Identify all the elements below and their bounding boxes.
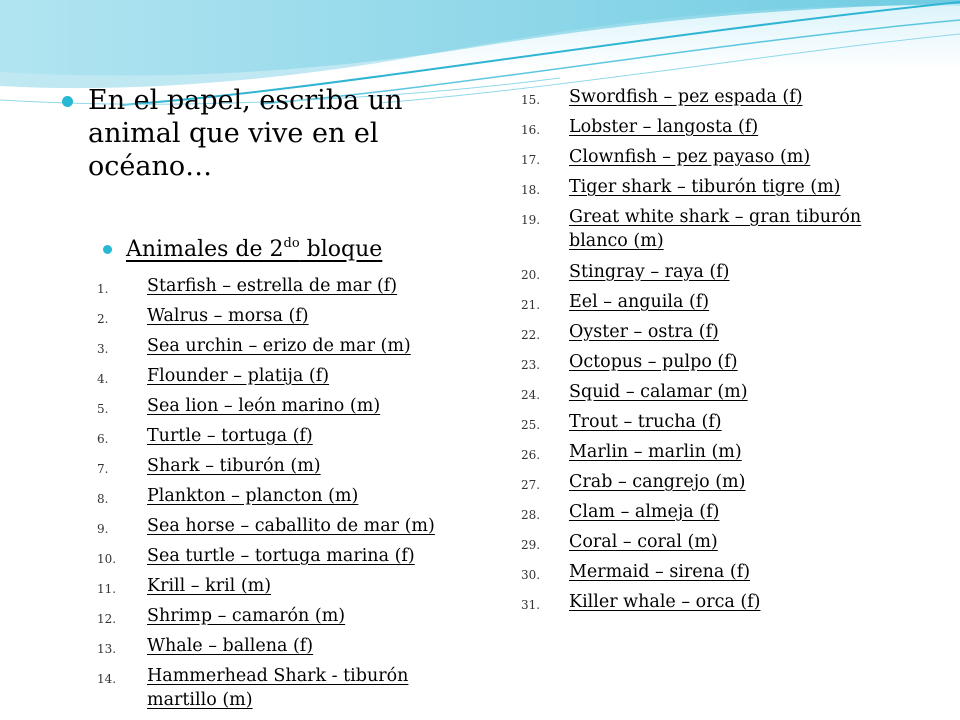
item-number: 4.: [97, 372, 109, 386]
item-number: 12.: [97, 612, 117, 626]
item-text: Octopus – pulpo (f): [569, 352, 738, 372]
item-text: Stingray – raya (f): [569, 262, 730, 282]
main-heading: En el papel, escriba un animal que vive en el océano…: [88, 85, 403, 182]
item-number: 15.: [521, 93, 541, 107]
item-text: Shark – tiburón (m): [147, 456, 321, 476]
item-number: 31.: [521, 598, 541, 612]
item-number: 5.: [97, 402, 109, 416]
list-item: [521, 350, 738, 380]
item-text: Sea urchin – erizo de mar (m): [147, 336, 411, 356]
list-item: [97, 634, 314, 664]
item-text: Trout – trucha (f): [569, 412, 722, 432]
item-text: Swordfish – pez espada (f): [569, 87, 803, 107]
item-text: Crab – cangrejo (m): [569, 472, 746, 492]
item-text: Oyster – ostra (f): [569, 322, 719, 342]
item-text: Hammerhead Shark - tiburón martillo (m): [147, 666, 409, 710]
subheading-text-after: bloque: [299, 237, 383, 262]
list-item: [521, 205, 862, 260]
item-number: 16.: [521, 123, 541, 137]
item-number: 25.: [521, 418, 541, 432]
item-number: 19.: [521, 213, 541, 227]
item-number: 3.: [97, 342, 109, 356]
list-item: [521, 410, 722, 440]
subheading: [126, 236, 382, 264]
list-item: [97, 454, 321, 484]
item-number: 17.: [521, 153, 541, 167]
subheading-text: Animales de 2: [126, 237, 284, 262]
item-text: Sea lion – león marino (m): [147, 396, 381, 416]
item-text: Sea turtle – tortuga marina (f): [147, 546, 415, 566]
item-text: Turtle – tortuga (f): [147, 426, 313, 446]
item-text: Marlin – marlin (m): [569, 442, 742, 462]
item-text: Mermaid – sirena (f): [569, 562, 751, 582]
item-text: Coral – coral (m): [569, 532, 718, 552]
list-item: [97, 574, 272, 604]
item-text: Krill – kril (m): [147, 576, 272, 596]
list-item: [97, 664, 409, 719]
item-text: Flounder – platija (f): [147, 366, 330, 386]
list-item: [97, 304, 309, 334]
item-number: 14.: [97, 672, 117, 686]
item-number: 1.: [97, 282, 109, 296]
item-text: Great white shark – gran tiburón blanco (m): [569, 207, 862, 251]
list-item: [97, 544, 415, 574]
item-text: Killer whale – orca (f): [569, 592, 761, 612]
item-number: 24.: [521, 388, 541, 402]
list-item: [521, 85, 803, 115]
heading-bullet-dot: [62, 96, 73, 107]
item-number: 23.: [521, 358, 541, 372]
item-text: Sea horse – caballito de mar (m): [147, 516, 435, 536]
subheading-bullet-dot: [103, 245, 112, 254]
list-item: [97, 514, 435, 544]
item-text: Plankton – plancton (m): [147, 486, 359, 506]
item-text: Clownfish – pez payaso (m): [569, 147, 811, 167]
item-text: Lobster – langosta (f): [569, 117, 759, 137]
list-item: [521, 470, 746, 500]
list-item: [521, 560, 751, 590]
list-item: [521, 500, 720, 530]
item-text: Eel – anguila (f): [569, 292, 710, 312]
item-number: 18.: [521, 183, 541, 197]
list-item: [521, 380, 748, 410]
item-number: 22.: [521, 328, 541, 342]
item-number: 10.: [97, 552, 117, 566]
list-item: [97, 274, 398, 304]
list-item: [97, 424, 313, 454]
item-number: 26.: [521, 448, 541, 462]
item-number: 20.: [521, 268, 541, 282]
item-text: Whale – ballena (f): [147, 636, 314, 656]
item-text: Shrimp – camarón (m): [147, 606, 346, 626]
item-number: 30.: [521, 568, 541, 582]
list-item: [97, 334, 411, 364]
item-text: Tiger shark – tiburón tigre (m): [569, 177, 841, 197]
item-text: Walrus – morsa (f): [147, 306, 309, 326]
list-item: [521, 440, 742, 470]
list-item: [521, 530, 718, 560]
item-number: 27.: [521, 478, 541, 492]
item-number: 11.: [97, 582, 117, 596]
list-item: [521, 115, 759, 145]
list-item: [97, 394, 381, 424]
list-item: [521, 290, 710, 320]
item-number: 8.: [97, 492, 109, 506]
item-number: 9.: [97, 522, 109, 536]
list-item: [97, 484, 359, 514]
list-item: [521, 320, 719, 350]
list-item: [97, 364, 330, 394]
item-text: Clam – almeja (f): [569, 502, 720, 522]
list-item: [521, 260, 730, 290]
item-number: 2.: [97, 312, 109, 326]
item-number: 28.: [521, 508, 541, 522]
item-number: 21.: [521, 298, 541, 312]
subheading-superscript: do: [283, 236, 300, 251]
animal-list-right: [521, 85, 862, 620]
item-number: 29.: [521, 538, 541, 552]
item-text: Squid – calamar (m): [569, 382, 748, 402]
list-item: [521, 175, 841, 205]
list-item: [521, 590, 761, 620]
item-number: 7.: [97, 462, 109, 476]
item-number: 6.: [97, 432, 109, 446]
animal-list-left: [97, 274, 435, 719]
item-text: Starfish – estrella de mar (f): [147, 276, 398, 296]
item-number: 13.: [97, 642, 117, 656]
list-item: [97, 604, 346, 634]
list-item: [521, 145, 811, 175]
